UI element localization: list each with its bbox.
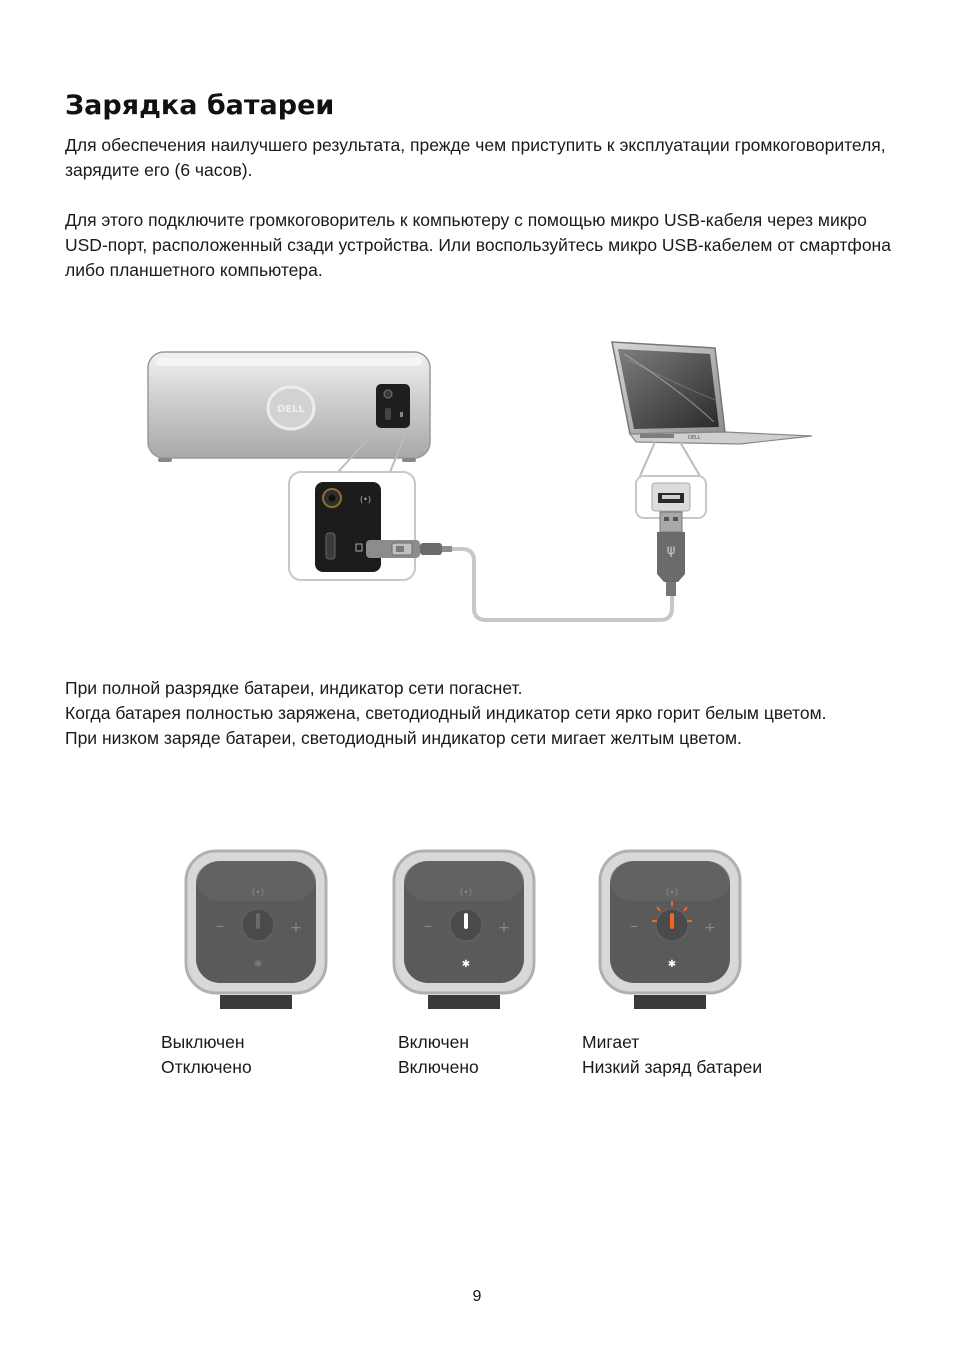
- svg-text:–: –: [216, 916, 224, 935]
- caption-meaning: Низкий заряд батареи: [582, 1057, 763, 1077]
- laptop-illustration: [612, 342, 812, 444]
- svg-text:ψ: ψ: [666, 543, 676, 558]
- indicator-illustrations: [0, 845, 954, 1025]
- page-title: Зарядка батареи: [65, 90, 335, 121]
- caption-meaning: Включено: [398, 1057, 479, 1077]
- power-led: [256, 913, 260, 929]
- caption-state: Выключен: [161, 1032, 245, 1052]
- caption-state: Мигает: [582, 1032, 640, 1052]
- caption-on: [398, 1030, 479, 1080]
- svg-text:+: +: [498, 920, 510, 936]
- svg-text:(•): (•): [665, 888, 679, 898]
- svg-text:(•): (•): [459, 888, 473, 898]
- svg-text:✱: ✱: [253, 959, 263, 970]
- svg-text:DELL: DELL: [277, 404, 305, 415]
- status-line: При низком заряде батареи, светодиодный индикатор сети мигает желтым цветом.: [65, 728, 742, 748]
- svg-text:✱: ✱: [461, 959, 471, 970]
- svg-text:+: +: [704, 920, 716, 936]
- indicator-on: [388, 845, 540, 1010]
- power-led: [464, 913, 468, 929]
- svg-text:✱: ✱: [667, 959, 677, 970]
- page-number: 9: [472, 1288, 482, 1305]
- charging-diagram: [140, 330, 820, 630]
- svg-text:(•): (•): [251, 888, 265, 898]
- usb-cable: [452, 549, 672, 620]
- status-line: Когда батарея полностью заряжена, светодиодный индикатор сети ярко горит белым цветом.: [65, 703, 827, 723]
- status-line: При полной разрядке батареи, индикатор сети погаснет.: [65, 678, 523, 698]
- indicator-blinking: [594, 845, 746, 1010]
- caption-off: [161, 1030, 252, 1080]
- connection-paragraph: Для этого подключите громкоговоритель к компьютеру с помощью микро USB-кабеля через микро USD-порт, расположенный сзади устройства. Или воспользуйтесь микро USB-кабелем от смартфона либо планшетного компьютера.: [65, 210, 891, 280]
- svg-text:+: +: [290, 920, 302, 936]
- caption-blinking: [582, 1030, 762, 1080]
- indicator-off: [180, 845, 332, 1010]
- laptop-usb-callout: [636, 442, 706, 596]
- svg-text:–: –: [424, 916, 432, 935]
- svg-text:DELL: DELL: [688, 435, 701, 441]
- speaker-illustration: [148, 352, 430, 462]
- intro-paragraph: Для обеспечения наилучшего результата, прежде чем приступить к эксплуатации громкоговорителя, зарядите его (6 часов).: [65, 135, 886, 180]
- svg-text:–: –: [630, 916, 638, 935]
- power-led: [670, 913, 674, 929]
- caption-meaning: Отключено: [161, 1057, 252, 1077]
- svg-text:(•): (•): [360, 495, 371, 504]
- status-description: [65, 676, 895, 751]
- caption-state: Включен: [398, 1032, 469, 1052]
